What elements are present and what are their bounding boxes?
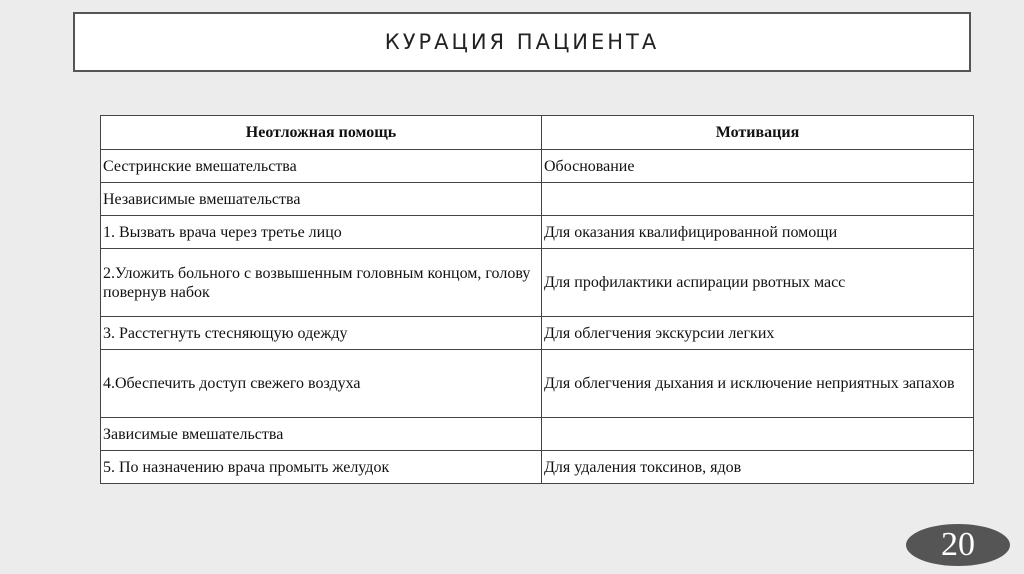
table-header-row bbox=[101, 116, 974, 150]
table-row bbox=[101, 418, 974, 451]
table-cell: Сестринские вмешательства bbox=[101, 150, 542, 183]
table-row bbox=[101, 451, 974, 484]
table-row bbox=[101, 350, 974, 418]
page-number-badge bbox=[906, 524, 1010, 566]
table-row bbox=[101, 183, 974, 216]
table-row bbox=[101, 150, 974, 183]
table-cell: Для облегчения дыхания и исключение неприятных запахов bbox=[542, 350, 974, 418]
table-cell: Для оказания квалифицированной помощи bbox=[542, 216, 974, 249]
slide-title: КУРАЦИЯ ПАЦИЕНТА bbox=[384, 30, 660, 54]
table-cell: Для удаления токсинов, ядов bbox=[542, 451, 974, 484]
page-number: 20 bbox=[941, 526, 975, 563]
table-cell: Зависимые вмешательства bbox=[101, 418, 542, 451]
table-cell: 3. Расстегнуть стесняющую одежду bbox=[101, 317, 542, 350]
care-table bbox=[100, 115, 974, 484]
table-cell: Для профилактики аспирации рвотных масс bbox=[542, 249, 974, 317]
table-cell: Независимые вмешательства bbox=[101, 183, 542, 216]
table-row bbox=[101, 317, 974, 350]
table-cell: 1. Вызвать врача через третье лицо bbox=[101, 216, 542, 249]
table-row bbox=[101, 216, 974, 249]
table-cell: Для облегчения экскурсии легких bbox=[542, 317, 974, 350]
table-cell: 4.Обеспечить доступ свежего воздуха bbox=[101, 350, 542, 418]
table-cell: Обоснование bbox=[542, 150, 974, 183]
slide-title-box bbox=[73, 12, 971, 72]
table-cell: 2.Уложить больного с возвышенным головным концом, голову повернув набок bbox=[101, 249, 542, 317]
table-cell bbox=[542, 418, 974, 451]
column-header: Неотложная помощь bbox=[101, 116, 542, 150]
table-row bbox=[101, 249, 974, 317]
table-cell: 5. По назначению врача промыть желудок bbox=[101, 451, 542, 484]
column-header: Мотивация bbox=[542, 116, 974, 150]
table-cell bbox=[542, 183, 974, 216]
